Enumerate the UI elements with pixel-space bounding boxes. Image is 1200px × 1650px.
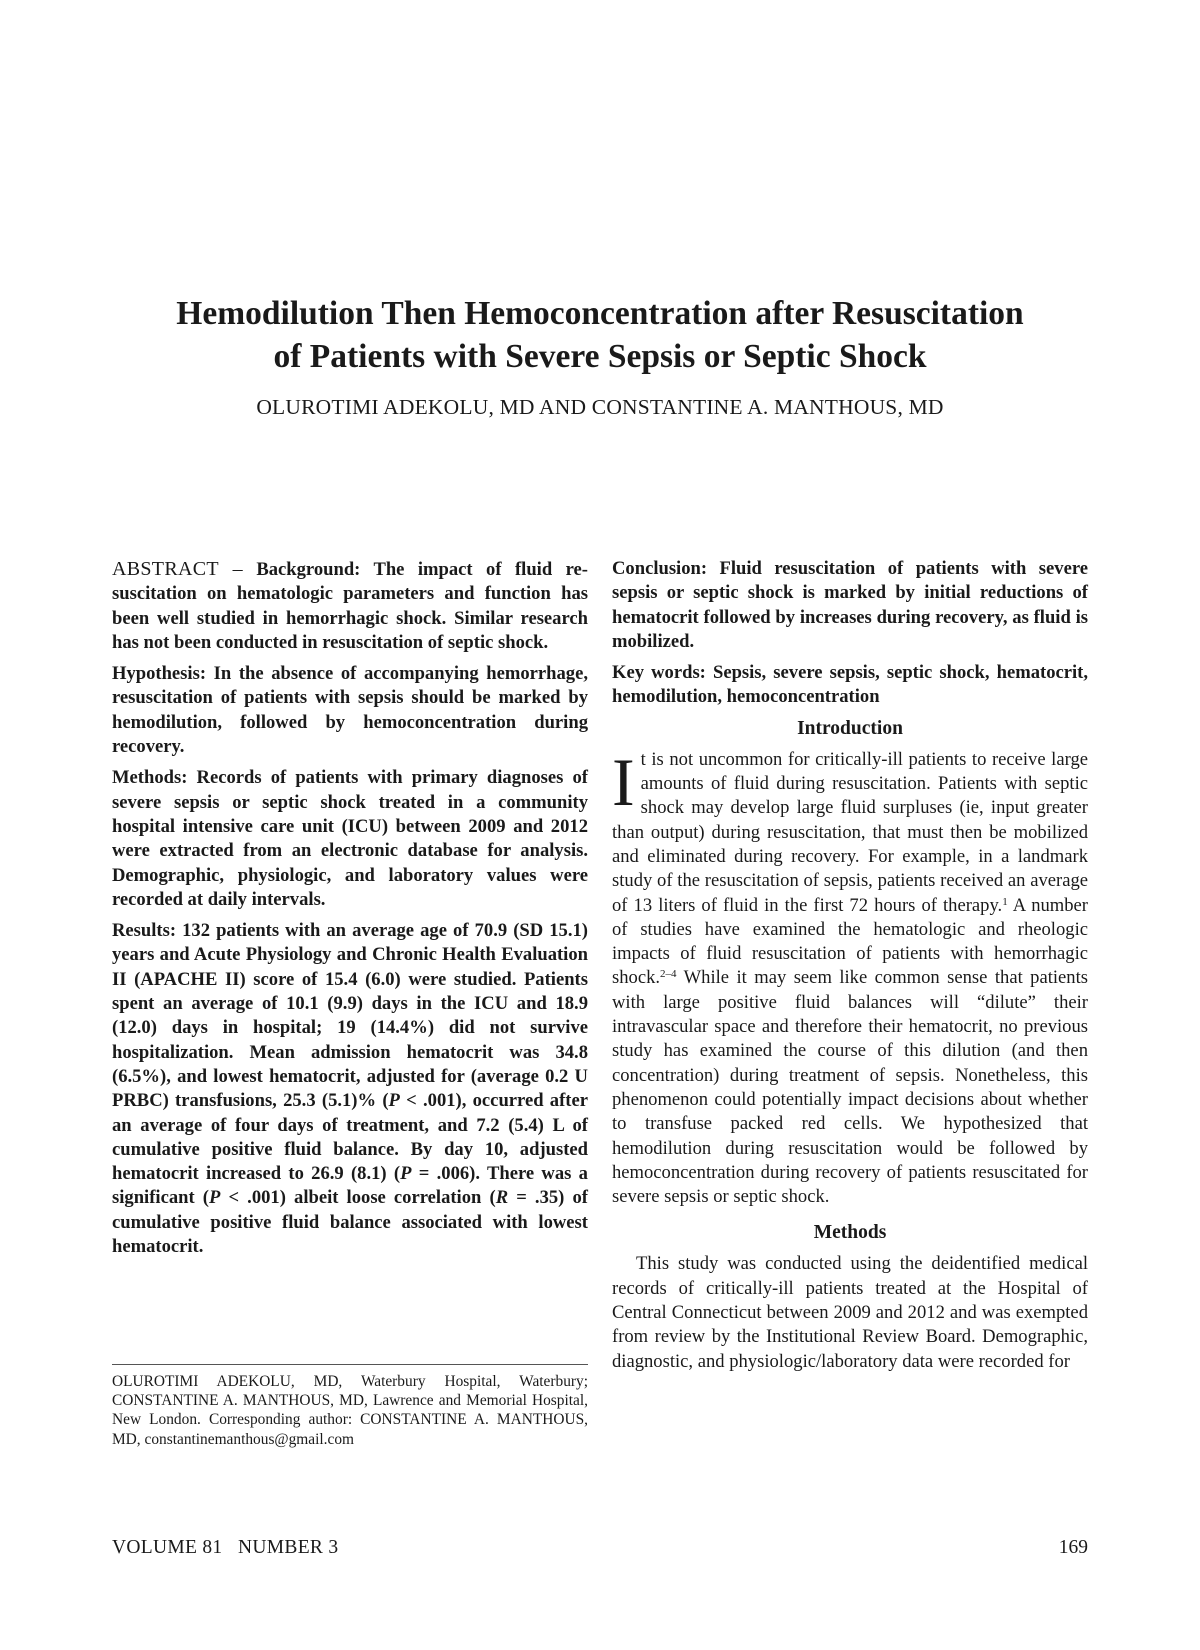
abstract-results: Results: 132 patients with an average age of 70.9 (SD 15.1) years and Acute Physiology and Chronic Health Evaluation II (APACHE II) score of 15.4 (6.0) were studied. Patients spent an average of 10.1 (9.9) days in the ICU and 18.9 (12.0) days in hospital; 19 (14.4%) did not survive hospitalization. Mean admission hematocrit was 34.8 (6.5%), and lowest hematocrit, adjusted for (average 0.2 U PRBC) transfusions, 25.3 (5.1)% (P < .001), occurred after an average of four days of treatment, and 7.2 (5.4) L of cumulative positive fluid balance. By day 10, adjusted hematocrit increased to 26.9 (8.1) (P = .006). There was a significant (P < .001) albeit loose correlation (R = .35) of cumulative positive fluid balance associated with lowest hematocrit. xyxy=(112,920,588,1258)
abstract-keywords: Key words: Sepsis, severe sepsis, septic shock, hematocrit, hemodilution, hemoconcentration xyxy=(612,662,1088,708)
reference-marker: 2–4 xyxy=(660,968,677,981)
title-line-1: Hemodilution Then Hemoconcentration after Resuscitation xyxy=(176,295,1024,332)
abstract-methods: Methods: Records of patients with primary diagnoses of severe sepsis or septic shock treated in a community hospital intensive care unit (ICU) between 2009 and 2012 were extracted from an electronic database for analysis. Demographic, physiologic, and laboratory values were recorded at daily intervals. xyxy=(112,767,588,910)
title-line-2: of Patients with Severe Sepsis or Septic Shock xyxy=(273,338,927,375)
methods-heading: Methods xyxy=(813,1222,887,1244)
journal-volume-issue: VOLUME 81 NUMBER 3 xyxy=(112,1537,339,1558)
article-title xyxy=(0,292,1200,378)
right-column xyxy=(612,557,1088,1374)
abstract-hypothesis: Hypothesis: In the absence of accompanying hemorrhage, resuscitation of patients with sepsis should be marked by hemodilution, followed by hemoconcentration during recovery. xyxy=(112,663,588,758)
footnote-divider xyxy=(112,1364,588,1365)
page-number: 169 xyxy=(1058,1537,1088,1558)
abstract-heading: ABSTRACT – xyxy=(112,558,243,580)
introduction-heading: Introduction xyxy=(797,717,903,739)
abstract-background: ABSTRACT – Background: The impact of fluid resuscitation on hematologic parameters and function has been well studied in hemorrhagic shock. Similar research has not been conducted in resuscitation of septic shock. xyxy=(112,558,588,653)
methods-paragraph: This study was conducted using the deidentified medical records of critically-ill patients treated at the Hospital of Central Connecticut between 2009 and 2012 and was exempted from review by the Institutional Review Board. Demographic, diagnostic, and physiologic/laboratory data were recorded for xyxy=(612,1253,1088,1372)
abstract-conclusion: Conclusion: Fluid resuscitation of patients with severe sepsis or septic shock is marked by initial reductions of hematocrit followed by increases during recovery, as fluid is mobilized. xyxy=(612,558,1088,652)
reference-marker: 1 xyxy=(1002,895,1008,908)
author-affiliation-footnote: OLUROTIMI ADEKOLU, MD, Waterbury Hospital, Waterbury; CONSTANTINE A. MANTHOUS, MD, Lawrence and Memorial Hospital, New London. Corresponding author: CONSTANTINE A. MANTHOUS, MD, constantinemanthous@gmail.com xyxy=(112,1373,588,1448)
introduction-paragraph: It is not uncommon for critically-ill patients to receive large amounts of fluid during resuscitation. Patients with septic shock may develop large fluid surpluses (ie, input greater than output) during resuscitation, that must then be mobilized and eliminated during recovery. For example, in a landmark study of the resuscitation of sepsis, patients received an average of 13 liters of fluid in the first 72 hours of therapy.$^1$ A number of studies have examined the hematologic and rheologic impacts of fluid resuscitation of patients with hemorrhagic shock.$^{2-4}$ While it may seem like common sense that patients with large positive fluid balances will “dilute” their intravascular space and therefore their hematocrit, no previous study has examined the course of this dilution (and then concentration) during treatment of sepsis. Nonetheless, this phenomenon could potentially impact decisions about whether to transfuse packed red cells. We hypothesized that hemodilution during resuscitation would be followed by hemoconcentration during recovery of patients resuscitated for severe sepsis or septic shock. xyxy=(612,743,1088,1208)
left-column xyxy=(112,557,588,1266)
drop-cap: I xyxy=(612,743,635,820)
author-byline: OLUROTIMI ADEKOLU, MD AND CONSTANTINE A. MANTHOUS, MD xyxy=(256,395,944,419)
